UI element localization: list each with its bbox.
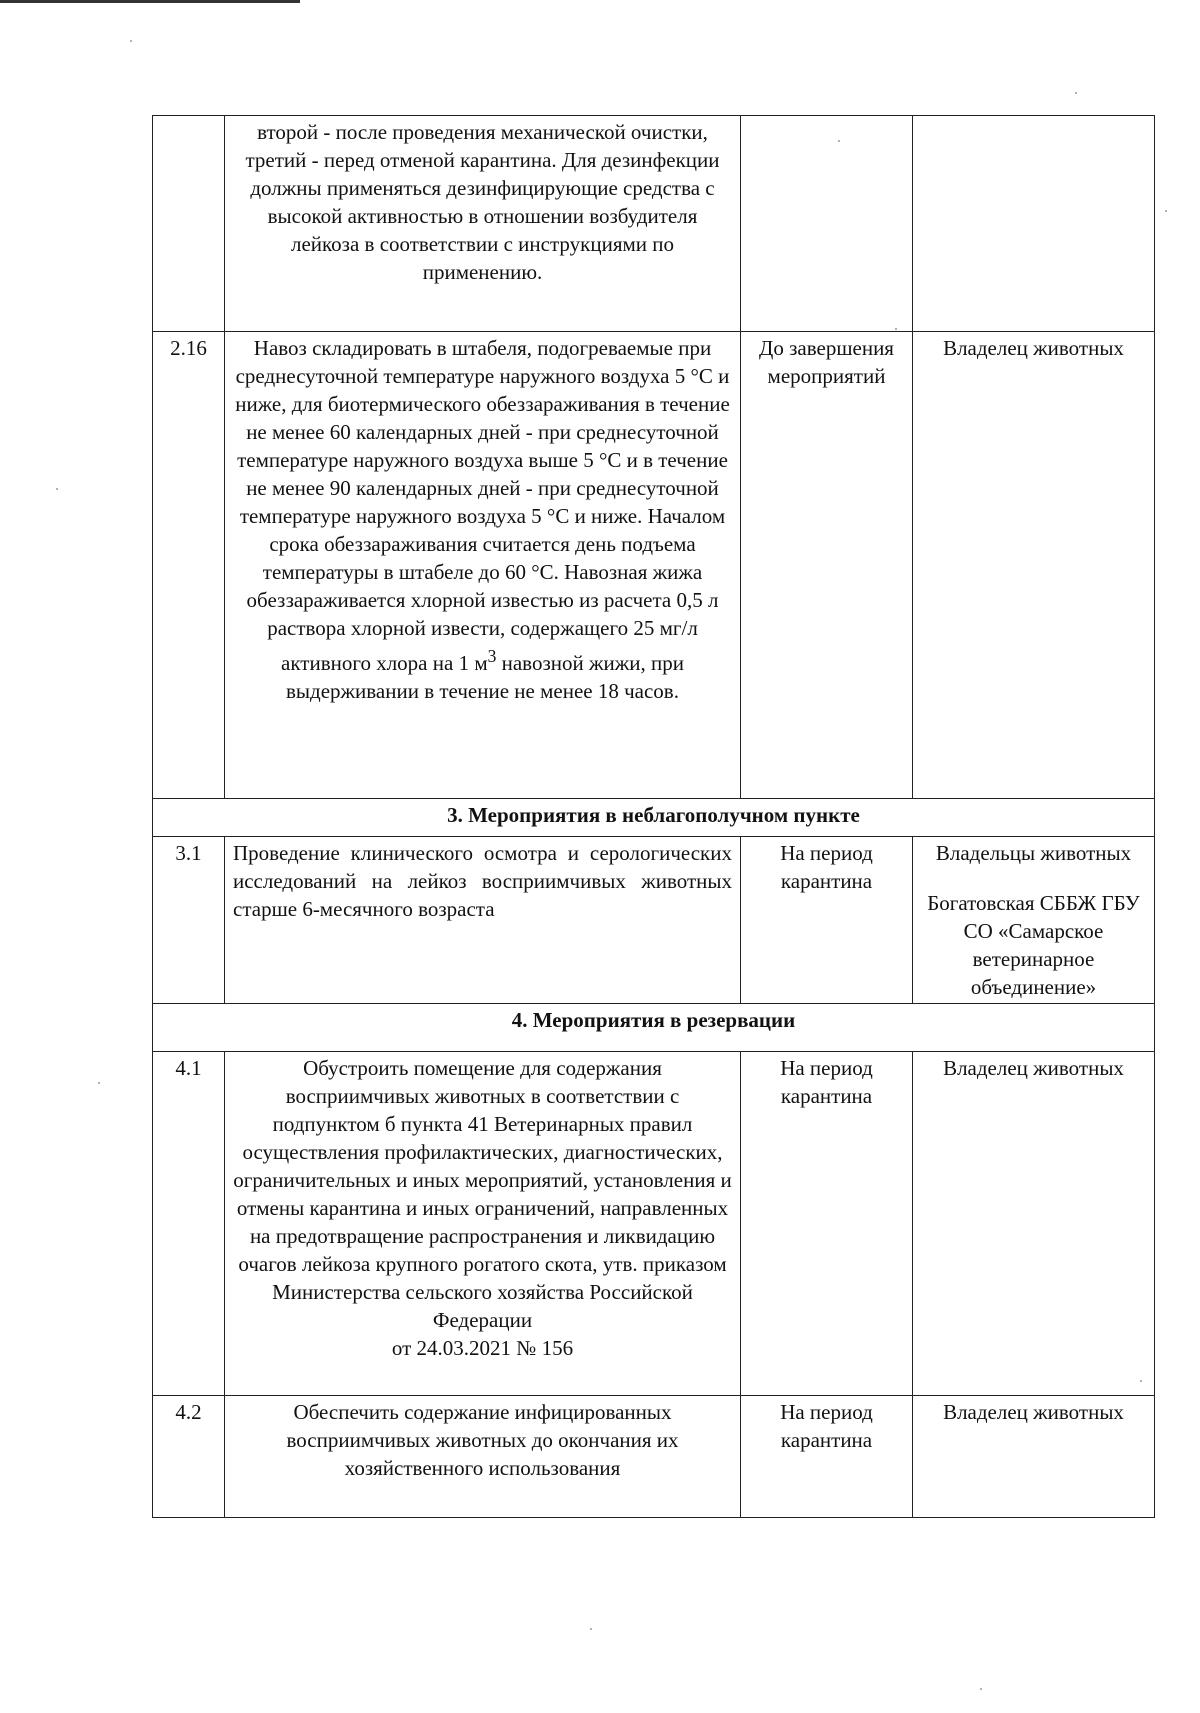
measure-text [225,1052,741,1396]
section-row [153,799,1155,837]
measure-text-main: Обустроить помещение для содержания восприимчивых животных в соответствии с подпунктом б пункта 41 Ветеринарных правил осуществления профилактических, диагностических, ограничительных и иных мероприятий, установления и отмены карантина и иных ограничений, направленных на предотвращение распространения и ликвидацию очагов лейкоза крупного рогатого скота, утв. приказом Министерства сельского хозяйства Российской Федерации [233,1056,732,1332]
term-cell [741,116,913,332]
section-title: 4. Мероприятия в резервации [153,1004,1155,1052]
responsible-cell [913,116,1155,332]
row-number: 4.1 [153,1052,225,1396]
measure-text-main: Навоз складировать в штабеля, подогреваемые при среднесуточной температуре наружного воздуха 5 °С и ниже, для биотермического обеззараживания в течение не менее 60 календарных дней - при среднесуточной температуре наружного воздуха выше 5 °С и в течение не менее 90 календарных дней - при среднесуточной температуре наружного воздуха 5 °С и ниже. Началом срока обеззараживания считается день подъема температуры в штабеле до 60 °С. Навозная жижа обеззараживается хлорной известью из расчета 0,5 л раствора хлорной извести, содержащего 25 мг/л активного хлора на 1 м [235,336,730,675]
responsible-vet-service: Богатовская СББЖ ГБУ СО «Самарское ветеринарное объединение» [927,891,1140,999]
scan-speck [1165,210,1167,212]
scan-speck [895,328,897,330]
row-number: 3.1 [153,837,225,1004]
scan-speck [98,1082,100,1084]
measure-text: Проведение клинического осмотра и серологических исследований на лейкоз восприимчивых животных старше 6-месячного возраста [225,837,741,1004]
superscript: 3 [487,646,497,666]
table-row [153,837,1155,1004]
responsible-cell: Владелец животных [913,332,1155,799]
measures-table [152,115,1155,1518]
scan-speck [130,40,132,42]
section-title: 3. Мероприятия в неблагополучном пункте [153,799,1155,837]
responsible-cell: Владелец животных [913,1052,1155,1396]
responsible-owner: Владельцы животных [935,841,1132,865]
measure-text: второй - после проведения механической очистки, третий - перед отменой карантина. Для дезинфекции должны применяться дезинфицирующие средства с высокой активностью в отношении возбудителя лейкоза в соответствии с инструкциями по применению. [225,116,741,332]
scan-speck [56,488,58,490]
scan-speck [590,1628,592,1630]
scan-speck [838,140,840,142]
table-row [153,1052,1155,1396]
row-number [153,116,225,332]
term-cell: До завершения мероприятий [741,332,913,799]
scan-speck [980,1688,982,1690]
table-row [153,1396,1155,1518]
scan-edge-line [0,0,300,3]
row-number: 4.2 [153,1396,225,1518]
responsible-cell [913,837,1155,1004]
term-cell: На период карантина [741,1052,913,1396]
responsible-cell: Владелец животных [913,1396,1155,1518]
measure-text: Обеспечить содержание инфицированных восприимчивых животных до окончания их хозяйственного использования [225,1396,741,1518]
table-row [153,116,1155,332]
table-row [153,332,1155,799]
section-row [153,1004,1155,1052]
scan-speck [1140,1380,1142,1382]
measure-text-end: навозной жижи, при выдерживании в течение не менее 18 часов. [286,651,684,703]
term-cell: На период карантина [741,837,913,1004]
measure-text [225,332,741,799]
scan-speck [1075,92,1077,94]
term-cell: На период карантина [741,1396,913,1518]
order-date: от 24.03.2021 № 156 [391,1336,574,1360]
row-number: 2.16 [153,332,225,799]
